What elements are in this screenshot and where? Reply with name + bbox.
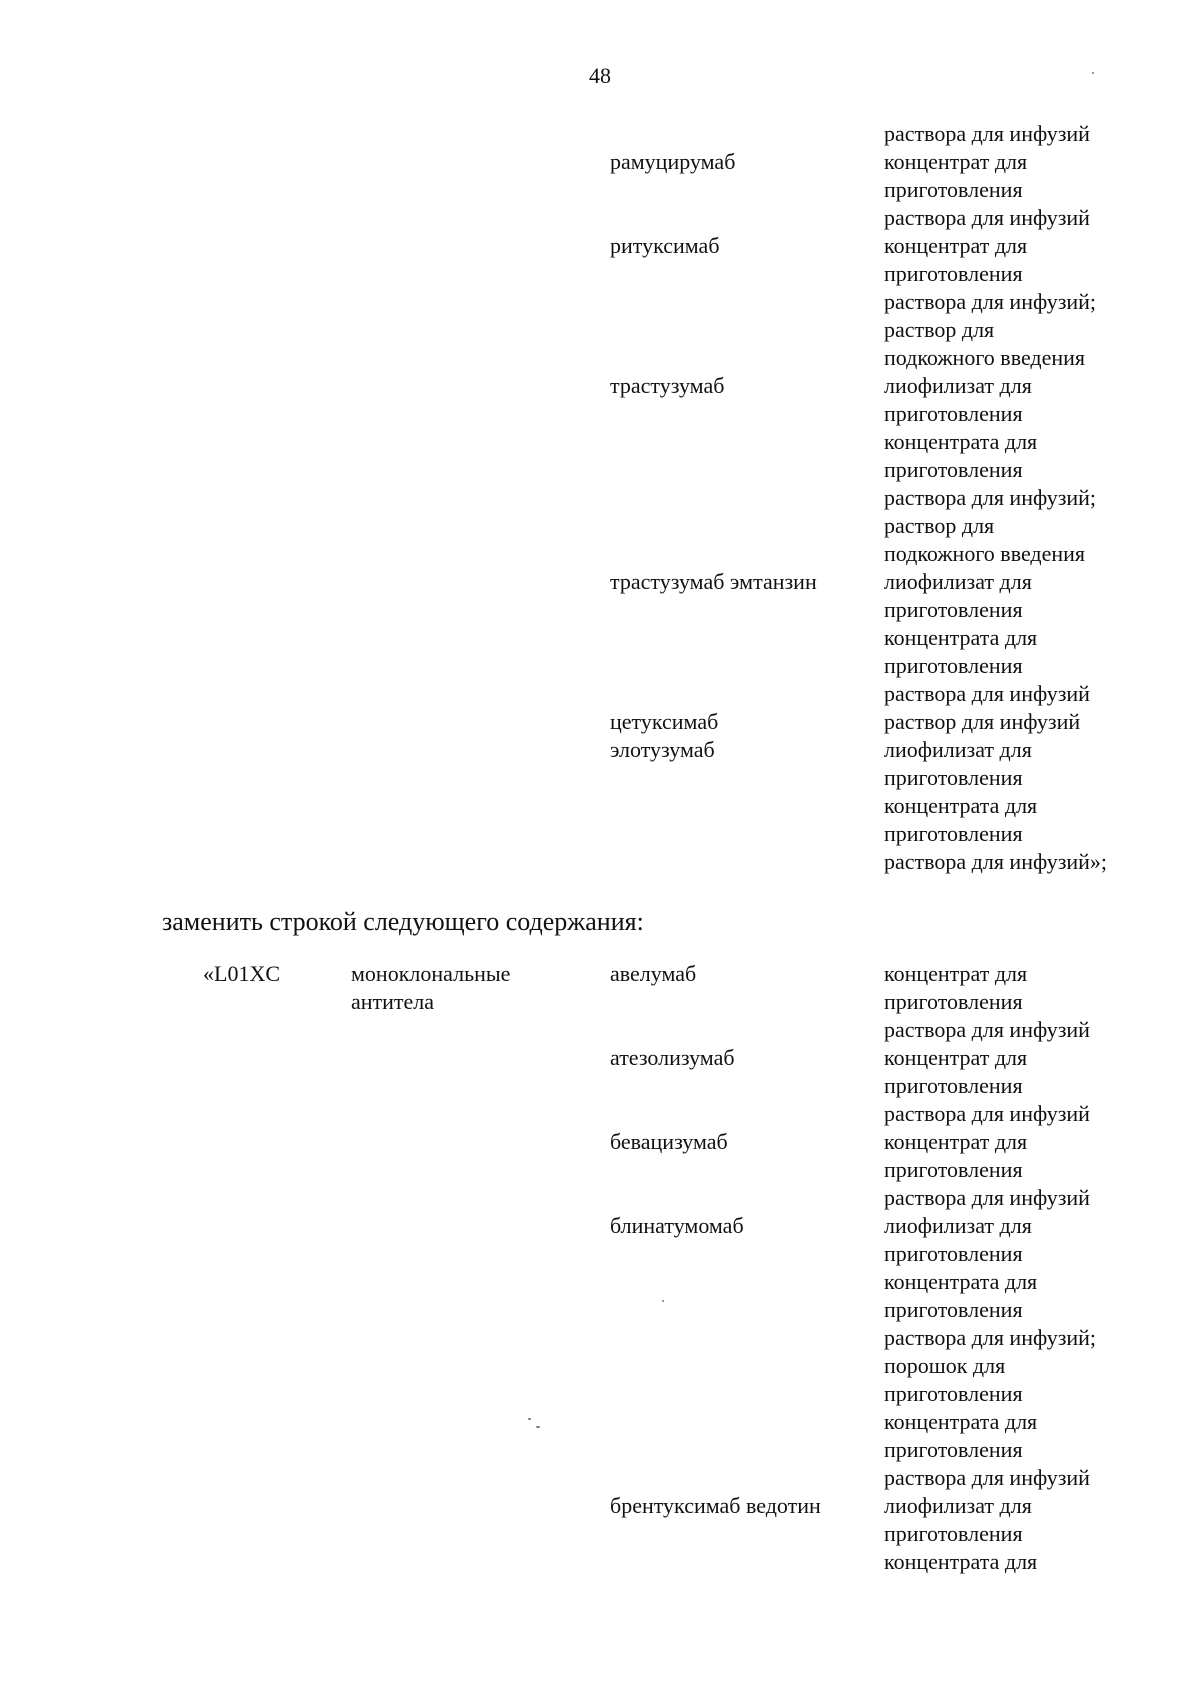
dosage-form: концентрата для — [884, 429, 1038, 454]
dosage-form: приготовления — [884, 1241, 1023, 1266]
table-row — [0, 1324, 1200, 1352]
table-row — [0, 428, 1200, 456]
dosage-form: приготовления — [884, 177, 1023, 202]
table-row — [0, 1352, 1200, 1380]
dosage-form: приготовления — [884, 1437, 1023, 1462]
drug-name: элотузумаб — [610, 737, 715, 762]
drug-name: атезолизумаб — [610, 1045, 735, 1070]
drug-group: моноклональные — [351, 961, 511, 986]
dosage-form: концентрата для — [884, 1409, 1038, 1434]
table-row — [0, 1268, 1200, 1296]
dosage-form: приготовления — [884, 597, 1023, 622]
dosage-form: концентрата для — [884, 1549, 1038, 1574]
table-row — [0, 1436, 1200, 1464]
scan-speck — [528, 1418, 531, 1420]
table-row — [0, 400, 1200, 428]
dosage-form: приготовления — [884, 1297, 1023, 1322]
dosage-form: концентрат для — [884, 233, 1028, 258]
atc-code: «L01XC — [203, 961, 280, 986]
table-row — [0, 204, 1200, 232]
table-row — [0, 820, 1200, 848]
table-row — [0, 344, 1200, 372]
table-row — [0, 372, 1200, 400]
table-row — [0, 764, 1200, 792]
table-row — [0, 848, 1200, 876]
dosage-form: раствор для — [884, 513, 995, 538]
table-row — [0, 960, 1200, 988]
dosage-form: концентрат для — [884, 961, 1028, 986]
table-row — [0, 1100, 1200, 1128]
table-row — [0, 232, 1200, 260]
drug-name: ритуксимаб — [610, 233, 720, 258]
table-row — [0, 1212, 1200, 1240]
dosage-form: раствора для инфузий»; — [884, 849, 1108, 874]
table-row — [0, 1240, 1200, 1268]
scan-speck — [662, 1300, 664, 1302]
table-row — [0, 1464, 1200, 1492]
table-row — [0, 1044, 1200, 1072]
table-row — [0, 1520, 1200, 1548]
dosage-form: концентрат для — [884, 1045, 1028, 1070]
dosage-form: приготовления — [884, 989, 1023, 1014]
dosage-form: лиофилизат для — [884, 373, 1032, 398]
drug-name: блинатумомаб — [610, 1213, 744, 1238]
dosage-form: раствора для инфузий — [884, 1185, 1090, 1210]
table-row — [0, 1184, 1200, 1212]
table-row — [0, 1072, 1200, 1100]
drug-name: авелумаб — [610, 961, 697, 986]
table-row — [0, 624, 1200, 652]
table-row — [0, 596, 1200, 624]
scan-speck — [1092, 72, 1094, 74]
table-row — [0, 652, 1200, 680]
table-row — [0, 148, 1200, 176]
replacement-instruction: заменить строкой следующего содержания: — [162, 907, 644, 936]
dosage-form: концентрата для — [884, 625, 1038, 650]
drug-name: бевацизумаб — [610, 1129, 728, 1154]
drug-name: трастузумаб — [610, 373, 725, 398]
dosage-form: раствора для инфузий — [884, 681, 1090, 706]
dosage-form: лиофилизат для — [884, 1213, 1032, 1238]
dosage-form: раствора для инфузий — [884, 1017, 1090, 1042]
dosage-form: лиофилизат для — [884, 569, 1032, 594]
dosage-form: приготовления — [884, 653, 1023, 678]
table-row — [0, 456, 1200, 484]
dosage-form: приготовления — [884, 765, 1023, 790]
dosage-form: лиофилизат для — [884, 1493, 1032, 1518]
dosage-form: концентрата для — [884, 1269, 1038, 1294]
table-row — [0, 708, 1200, 736]
table-row — [0, 288, 1200, 316]
dosage-form: раствор для инфузий — [884, 709, 1081, 734]
dosage-form: подкожного введения — [884, 541, 1086, 566]
table-row — [0, 1296, 1200, 1324]
old-drug-list — [0, 120, 1200, 876]
dosage-form: приготовления — [884, 457, 1023, 482]
dosage-form: приготовления — [884, 1157, 1023, 1182]
drug-name: брентуксимаб ведотин — [610, 1493, 821, 1518]
dosage-form: приготовления — [884, 261, 1023, 286]
table-row — [0, 680, 1200, 708]
table-row — [0, 1380, 1200, 1408]
new-drug-list — [0, 960, 1200, 1576]
dosage-form: лиофилизат для — [884, 737, 1032, 762]
table-row — [0, 260, 1200, 288]
dosage-form: раствора для инфузий; — [884, 485, 1097, 510]
dosage-form: раствора для инфузий — [884, 205, 1090, 230]
table-row — [0, 484, 1200, 512]
drug-name: рамуцирумаб — [610, 149, 736, 174]
scan-speck — [536, 1426, 540, 1428]
dosage-form: приготовления — [884, 401, 1023, 426]
dosage-form: раствора для инфузий; — [884, 289, 1097, 314]
table-row — [0, 1128, 1200, 1156]
table-row — [0, 512, 1200, 540]
table-row — [0, 540, 1200, 568]
dosage-form: приготовления — [884, 821, 1023, 846]
dosage-form: приготовления — [884, 1521, 1023, 1546]
dosage-form: раствора для инфузий — [884, 121, 1090, 146]
table-row — [0, 120, 1200, 148]
table-row — [0, 1548, 1200, 1576]
dosage-form: подкожного введения — [884, 345, 1086, 370]
table-row — [0, 568, 1200, 596]
dosage-form: порошок для — [884, 1353, 1006, 1378]
dosage-form: концентрат для — [884, 149, 1028, 174]
drug-name: цетуксимаб — [610, 709, 719, 734]
table-row — [0, 792, 1200, 820]
dosage-form: приготовления — [884, 1381, 1023, 1406]
dosage-form: раствора для инфузий; — [884, 1325, 1097, 1350]
dosage-form: приготовления — [884, 1073, 1023, 1098]
table-row — [0, 1492, 1200, 1520]
dosage-form: концентрата для — [884, 793, 1038, 818]
page-number: 48 — [589, 63, 611, 88]
table-row — [0, 988, 1200, 1016]
table-row — [0, 316, 1200, 344]
drug-group: антитела — [351, 989, 435, 1014]
table-row — [0, 1016, 1200, 1044]
dosage-form: концентрат для — [884, 1129, 1028, 1154]
drug-name: трастузумаб эмтанзин — [610, 569, 817, 594]
table-row — [0, 736, 1200, 764]
dosage-form: раствор для — [884, 317, 995, 342]
dosage-form: раствора для инфузий — [884, 1101, 1090, 1126]
table-row — [0, 1156, 1200, 1184]
table-row — [0, 176, 1200, 204]
table-row — [0, 1408, 1200, 1436]
dosage-form: раствора для инфузий — [884, 1465, 1090, 1490]
